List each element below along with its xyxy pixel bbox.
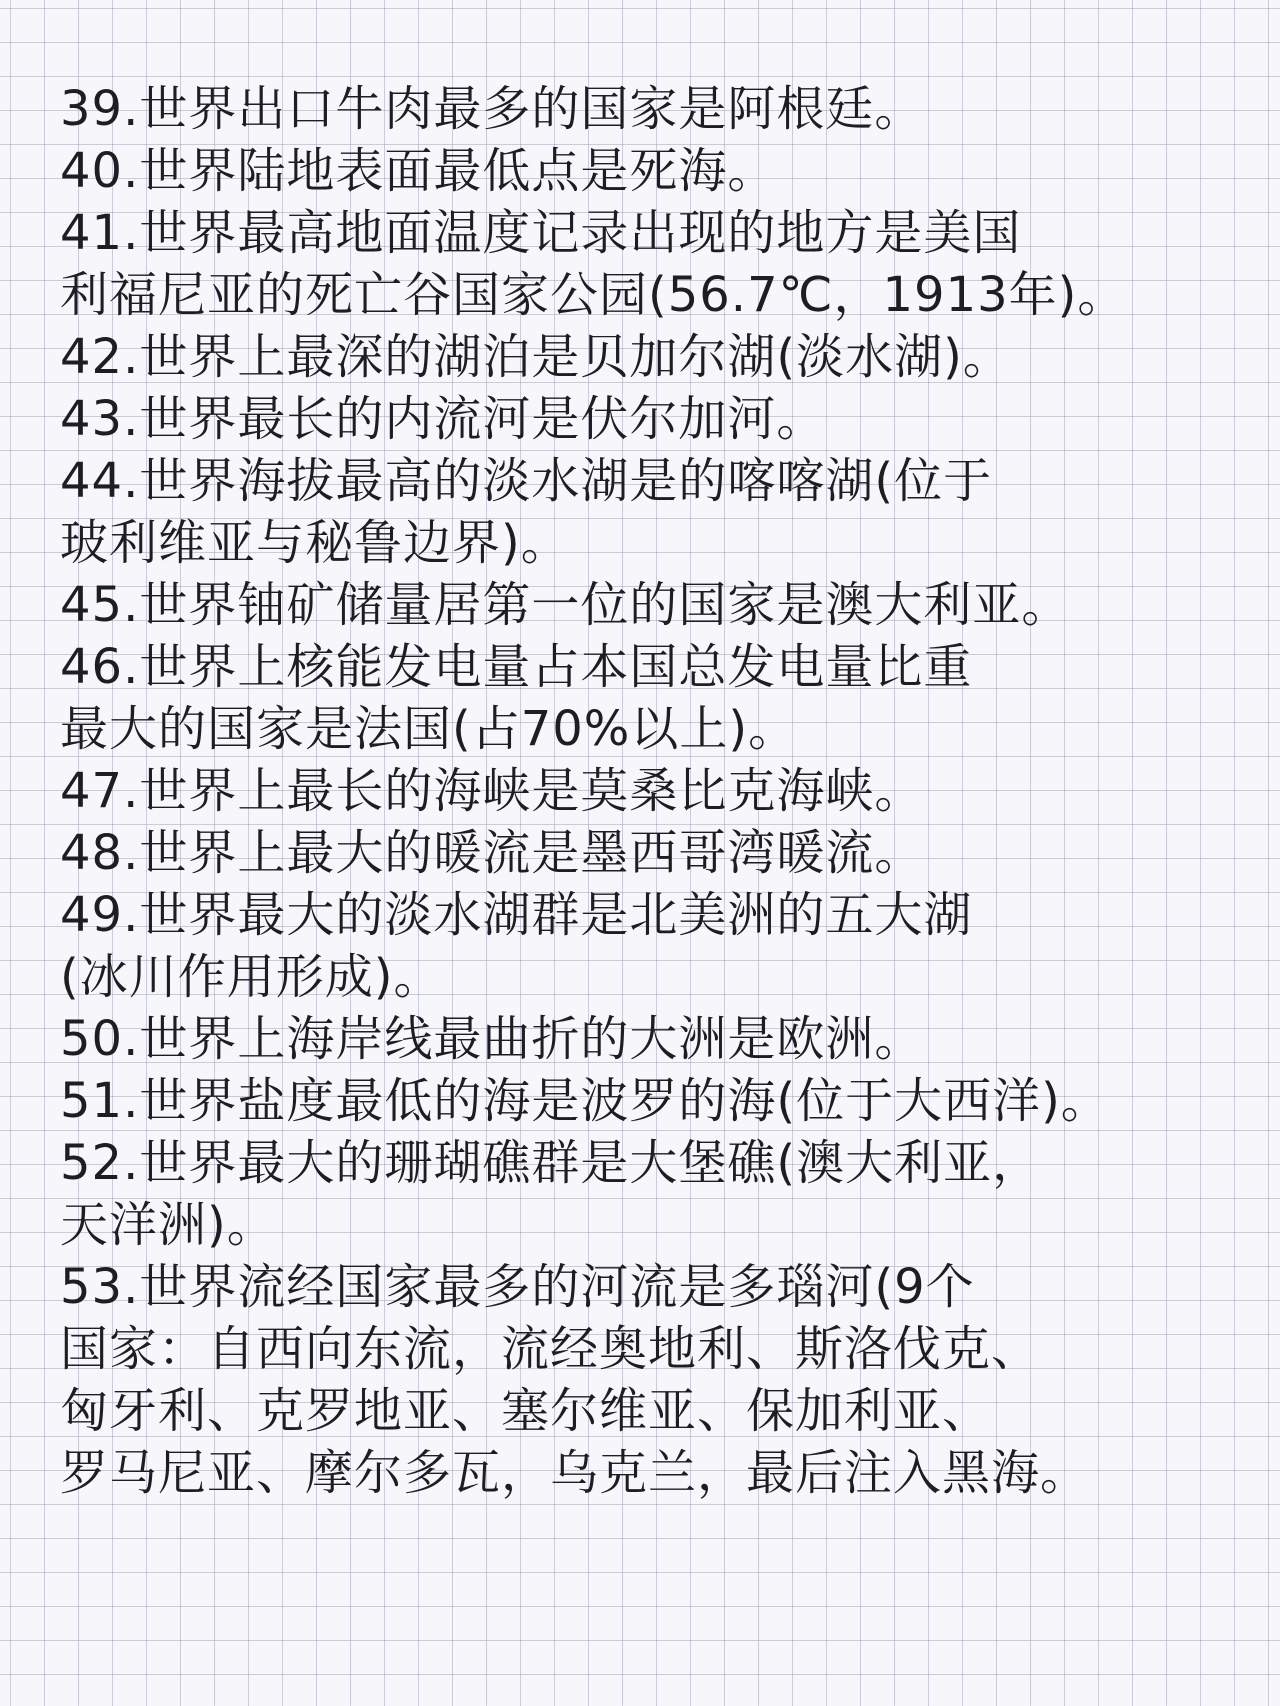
note-line: 40.世界陆地表面最低点是死海。 [60,143,777,199]
note-line: 国家：自西向东流，流经奥地利、斯洛伐克、 [60,1321,1041,1377]
note-line: 利福尼亚的死亡谷国家公园(56.7℃，1913年)。 [60,267,1127,323]
note-line: 匈牙利、克罗地亚、塞尔维亚、保加利亚、 [60,1383,992,1439]
note-line: 46.世界上核能发电量占本国总发电量比重 [60,639,973,695]
note-line: 39.世界出口牛肉最多的国家是阿根廷。 [60,81,924,137]
note-line: 50.世界上海岸线最曲折的大洲是欧洲。 [60,1011,924,1067]
note-line: 天洋洲)。 [60,1197,276,1253]
note-line: 47.世界上最长的海峡是莫桑比克海峡。 [60,763,924,819]
note-line: 48.世界上最大的暖流是墨西哥湾暖流。 [60,825,924,881]
note-line: 最大的国家是法国(占70%以上)。 [60,701,798,757]
note-line: 罗马尼亚、摩尔多瓦，乌克兰，最后注入黑海。 [60,1445,1090,1501]
note-line: (冰川作用形成)。 [60,949,443,1005]
note-line: 51.世界盐度最低的海是波罗的海(位于大西洋)。 [60,1073,1110,1129]
note-line: 52.世界最大的珊瑚礁群是大堡礁(澳大利亚， [60,1135,1042,1191]
note-line: 53.世界流经国家最多的河流是多瑙河(9个 [60,1259,975,1315]
note-line: 41.世界最高地面温度记录出现的地方是美国 [60,205,1022,261]
note-line: 42.世界上最深的湖泊是贝加尔湖(淡水湖)。 [60,329,1012,385]
note-line: 49.世界最大的淡水湖群是北美洲的五大湖 [60,887,973,943]
note-line: 44.世界海拔最高的淡水湖是的喀喀湖(位于 [60,453,993,509]
note-line: 45.世界铀矿储量居第一位的国家是澳大利亚。 [60,577,1071,633]
note-line: 玻利维亚与秘鲁边界)。 [60,515,570,571]
note-line: 43.世界最长的内流河是伏尔加河。 [60,391,826,447]
